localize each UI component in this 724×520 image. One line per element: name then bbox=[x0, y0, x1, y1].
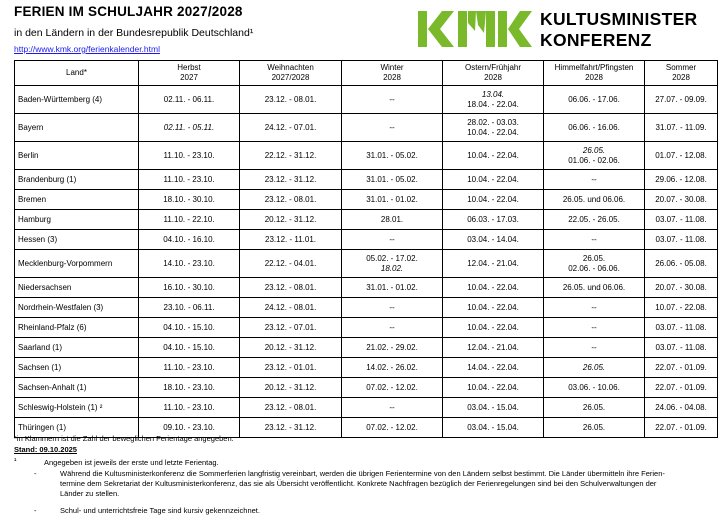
cell-ostern bbox=[443, 86, 544, 114]
cell-pfingsten bbox=[544, 170, 645, 190]
cell-line: 26.05. bbox=[582, 145, 606, 155]
cell-line: 10.04. - 22.04. bbox=[467, 302, 519, 312]
table-row bbox=[15, 190, 718, 210]
cell-ostern bbox=[443, 190, 544, 210]
column-header-line: 2027 bbox=[180, 73, 198, 82]
table-row bbox=[15, 170, 718, 190]
cell-herbst: 18.10. - 23.10. bbox=[139, 378, 240, 398]
column-header-line: Weihnachten bbox=[267, 63, 314, 72]
footnote-bullet-1 bbox=[60, 469, 720, 499]
cell-herbst: 11.10. - 23.10. bbox=[139, 142, 240, 170]
cell-land: Brandenburg (1) bbox=[15, 170, 139, 190]
cell-sommer: 29.06. - 12.08. bbox=[645, 170, 718, 190]
cell-pfingsten bbox=[544, 210, 645, 230]
page-title: FERIEN IM SCHULJAHR 2027/2028 bbox=[14, 4, 243, 19]
cell-line: -- bbox=[591, 234, 597, 244]
cell-line: 18.02. bbox=[380, 263, 404, 273]
cell-winter bbox=[342, 298, 443, 318]
ferienkalender-link[interactable]: http://www.kmk.org/ferienkalender.html bbox=[14, 44, 160, 54]
cell-ostern bbox=[443, 378, 544, 398]
stand-date: Stand: 09.10.2025 bbox=[14, 445, 77, 454]
cell-land: Schleswig-Holstein (1) ² bbox=[15, 398, 139, 418]
cell-sommer: 22.07. - 01.09. bbox=[645, 378, 718, 398]
cell-herbst: 04.10. - 15.10. bbox=[139, 318, 240, 338]
footnote-star: *in Klammern ist die Zahl der beweglichen Ferientage angegeben. bbox=[14, 434, 234, 443]
table-row bbox=[15, 378, 718, 398]
cell-line: 10.04. - 22.04. bbox=[467, 127, 519, 137]
cell-line: -- bbox=[389, 402, 395, 412]
column-header bbox=[15, 61, 139, 86]
cell-line: 31.01. - 05.02. bbox=[366, 174, 418, 184]
cell-winter bbox=[342, 378, 443, 398]
cell-winter bbox=[342, 190, 443, 210]
cell-weihnachten: 23.12. - 31.12. bbox=[240, 418, 342, 438]
cell-herbst: 04.10. - 16.10. bbox=[139, 230, 240, 250]
cell-ostern bbox=[443, 298, 544, 318]
cell-herbst: 09.10. - 23.10. bbox=[139, 418, 240, 438]
column-header-line: Land* bbox=[66, 68, 87, 77]
column-header bbox=[139, 61, 240, 86]
cell-pfingsten bbox=[544, 86, 645, 114]
cell-line: 01.06. - 02.06. bbox=[568, 155, 620, 165]
cell-herbst: 02.11. - 05.11. bbox=[139, 114, 240, 142]
cell-sommer: 24.06. - 04.08. bbox=[645, 398, 718, 418]
cell-line: 12.04. - 21.04. bbox=[467, 258, 519, 268]
cell-weihnachten: 24.12. - 07.01. bbox=[240, 114, 342, 142]
table-row bbox=[15, 298, 718, 318]
footnote-1-mark: ¹ bbox=[14, 456, 17, 465]
cell-ostern bbox=[443, 418, 544, 438]
cell-herbst: 18.10. - 30.10. bbox=[139, 190, 240, 210]
cell-weihnachten: 22.12. - 31.12. bbox=[240, 142, 342, 170]
logo-line-1: KULTUSMINISTER bbox=[540, 9, 698, 29]
cell-pfingsten bbox=[544, 378, 645, 398]
cell-line: 06.03. - 17.03. bbox=[467, 214, 519, 224]
logo-wordmark bbox=[540, 9, 697, 51]
cell-line: 07.02. - 12.02. bbox=[366, 382, 418, 392]
cell-line: 31.01. - 01.02. bbox=[366, 194, 418, 204]
cell-pfingsten bbox=[544, 250, 645, 278]
cell-line: -- bbox=[389, 302, 395, 312]
cell-weihnachten: 20.12. - 31.12. bbox=[240, 378, 342, 398]
cell-ostern bbox=[443, 278, 544, 298]
cell-line: 10.04. - 22.04. bbox=[467, 194, 519, 204]
cell-weihnachten: 23.12. - 01.01. bbox=[240, 358, 342, 378]
cell-pfingsten bbox=[544, 398, 645, 418]
cell-winter bbox=[342, 86, 443, 114]
cell-line: 10.04. - 22.04. bbox=[467, 174, 519, 184]
cell-weihnachten: 23.12. - 11.01. bbox=[240, 230, 342, 250]
column-header bbox=[342, 61, 443, 86]
cell-winter bbox=[342, 250, 443, 278]
cell-land: Thüringen (1) bbox=[15, 418, 139, 438]
cell-pfingsten bbox=[544, 338, 645, 358]
column-header-line: Himmelfahrt/Pfingsten bbox=[554, 63, 634, 72]
kmk-logo-icon bbox=[418, 11, 532, 47]
cell-herbst: 16.10. - 30.10. bbox=[139, 278, 240, 298]
column-header-line: 2028 bbox=[585, 73, 603, 82]
cell-land: Berlin bbox=[15, 142, 139, 170]
cell-weihnachten: 20.12. - 31.12. bbox=[240, 338, 342, 358]
cell-line: 28.01. bbox=[380, 214, 404, 224]
cell-winter bbox=[342, 278, 443, 298]
table-row bbox=[15, 230, 718, 250]
cell-herbst: 23.10. - 06.11. bbox=[139, 298, 240, 318]
column-header bbox=[240, 61, 342, 86]
table-row bbox=[15, 398, 718, 418]
cell-pfingsten bbox=[544, 278, 645, 298]
cell-ostern bbox=[443, 210, 544, 230]
holiday-table bbox=[14, 60, 718, 438]
cell-weihnachten: 23.12. - 08.01. bbox=[240, 278, 342, 298]
cell-winter bbox=[342, 418, 443, 438]
bullet-2-dash: - bbox=[34, 506, 37, 515]
cell-line: 22.05. - 26.05. bbox=[568, 214, 620, 224]
cell-herbst: 11.10. - 23.10. bbox=[139, 358, 240, 378]
column-header bbox=[544, 61, 645, 86]
cell-land: Saarland (1) bbox=[15, 338, 139, 358]
cell-pfingsten bbox=[544, 114, 645, 142]
column-header-line: 2028 bbox=[672, 73, 690, 82]
cell-sommer: 03.07. - 11.08. bbox=[645, 318, 718, 338]
logo-line-2: KONFERENZ bbox=[540, 30, 652, 50]
cell-line: 10.04. - 22.04. bbox=[467, 150, 519, 160]
table-row bbox=[15, 358, 718, 378]
cell-line: -- bbox=[591, 174, 597, 184]
table-row bbox=[15, 318, 718, 338]
table-row bbox=[15, 114, 718, 142]
cell-winter bbox=[342, 142, 443, 170]
cell-line: 28.02. - 03.03. bbox=[467, 117, 519, 127]
cell-line: 26.05. bbox=[582, 402, 606, 412]
table-row bbox=[15, 278, 718, 298]
cell-land: Mecklenburg-Vorpommern bbox=[15, 250, 139, 278]
cell-winter bbox=[342, 114, 443, 142]
cell-line: -- bbox=[389, 94, 395, 104]
cell-line: 07.02. - 12.02. bbox=[366, 422, 418, 432]
cell-winter bbox=[342, 170, 443, 190]
cell-line: 06.06. - 17.06. bbox=[568, 94, 620, 104]
cell-line: 13.04. bbox=[481, 89, 505, 99]
column-header-line: Winter bbox=[380, 63, 404, 72]
cell-line: 03.04. - 14.04. bbox=[467, 234, 519, 244]
cell-line: 03.06. - 10.06. bbox=[568, 382, 620, 392]
column-header-line: 2028 bbox=[383, 73, 401, 82]
cell-line: -- bbox=[591, 342, 597, 352]
cell-line: 02.06. - 06.06. bbox=[568, 263, 620, 273]
cell-pfingsten bbox=[544, 298, 645, 318]
table-row bbox=[15, 142, 718, 170]
cell-sommer: 01.07. - 12.08. bbox=[645, 142, 718, 170]
page-subtitle: in den Ländern in der Bundesrepublik Deutschland¹ bbox=[14, 27, 254, 39]
cell-line: 10.04. - 22.04. bbox=[467, 382, 519, 392]
cell-line: 21.02. - 29.02. bbox=[366, 342, 418, 352]
footnote-bullet-2: Schul- und unterrichtsfreie Tage sind kursiv gekennzeichnet. bbox=[60, 506, 260, 515]
cell-weihnachten: 23.12. - 31.12. bbox=[240, 170, 342, 190]
cell-pfingsten bbox=[544, 418, 645, 438]
cell-land: Sachsen-Anhalt (1) bbox=[15, 378, 139, 398]
cell-line: 18.04. - 22.04. bbox=[467, 99, 519, 109]
cell-line: 12.04. - 21.04. bbox=[467, 342, 519, 352]
cell-line: 10.04. - 22.04. bbox=[467, 322, 519, 332]
cell-sommer: 03.07. - 11.08. bbox=[645, 230, 718, 250]
table-row bbox=[15, 250, 718, 278]
cell-sommer: 10.07. - 22.08. bbox=[645, 298, 718, 318]
cell-line: 14.02. - 26.02. bbox=[366, 362, 418, 372]
cell-land: Hessen (3) bbox=[15, 230, 139, 250]
cell-winter bbox=[342, 210, 443, 230]
cell-line: 03.04. - 15.04. bbox=[467, 422, 519, 432]
cell-line: -- bbox=[591, 322, 597, 332]
cell-line: -- bbox=[389, 122, 395, 132]
table-row bbox=[15, 210, 718, 230]
footnote-bullet-1-line-2: termine dem Sekretariat der Kultusministerkonferenz, das sie als Übersicht veröffentlicht. Konkrete Nachfragen bezüglich der Ferienregelungen sind bei den Schulverwaltungen der bbox=[60, 479, 657, 488]
cell-land: Baden-Württemberg (4) bbox=[15, 86, 139, 114]
cell-land: Rheinland-Pfalz (6) bbox=[15, 318, 139, 338]
footnote-bullet-1-line-3: Länder zu stellen. bbox=[60, 489, 120, 498]
cell-sommer: 26.06. - 05.08. bbox=[645, 250, 718, 278]
cell-herbst: 11.10. - 23.10. bbox=[139, 398, 240, 418]
column-header bbox=[443, 61, 544, 86]
cell-weihnachten: 24.12. - 08.01. bbox=[240, 298, 342, 318]
cell-line: -- bbox=[389, 234, 395, 244]
cell-ostern bbox=[443, 250, 544, 278]
cell-winter bbox=[342, 398, 443, 418]
cell-ostern bbox=[443, 318, 544, 338]
cell-winter bbox=[342, 230, 443, 250]
cell-line: 31.01. - 01.02. bbox=[366, 282, 418, 292]
cell-herbst: 11.10. - 22.10. bbox=[139, 210, 240, 230]
column-header-line: 2028 bbox=[484, 73, 502, 82]
cell-land: Bremen bbox=[15, 190, 139, 210]
cell-herbst: 11.10. - 23.10. bbox=[139, 170, 240, 190]
cell-weihnachten: 23.12. - 08.01. bbox=[240, 398, 342, 418]
cell-line: 26.05. und 06.06. bbox=[562, 282, 626, 292]
cell-weihnachten: 23.12. - 07.01. bbox=[240, 318, 342, 338]
cell-land: Bayern bbox=[15, 114, 139, 142]
footnote-1-text: Angegeben ist jeweils der erste und letzte Ferientag. bbox=[44, 458, 219, 467]
column-header bbox=[645, 61, 718, 86]
table-row bbox=[15, 86, 718, 114]
cell-sommer: 31.07. - 11.09. bbox=[645, 114, 718, 142]
cell-land: Nordrhein-Westfalen (3) bbox=[15, 298, 139, 318]
column-header-line: Herbst bbox=[177, 63, 201, 72]
cell-weihnachten: 20.12. - 31.12. bbox=[240, 210, 342, 230]
cell-sommer: 22.07. - 01.09. bbox=[645, 418, 718, 438]
cell-land: Hamburg bbox=[15, 210, 139, 230]
cell-weihnachten: 23.12. - 08.01. bbox=[240, 190, 342, 210]
cell-land: Niedersachsen bbox=[15, 278, 139, 298]
cell-line: 05.02. - 17.02. bbox=[366, 253, 418, 263]
cell-sommer: 20.07. - 30.08. bbox=[645, 278, 718, 298]
cell-winter bbox=[342, 318, 443, 338]
cell-line: 03.04. - 15.04. bbox=[467, 402, 519, 412]
cell-herbst: 02.11. - 06.11. bbox=[139, 86, 240, 114]
cell-sommer: 20.07. - 30.08. bbox=[645, 190, 718, 210]
cell-ostern bbox=[443, 358, 544, 378]
cell-pfingsten bbox=[544, 318, 645, 338]
cell-line: 10.04. - 22.04. bbox=[467, 282, 519, 292]
footnote-bullet-1-line-1: Während die Kultusministerkonferenz die Sommerferien langfristig vereinbart, werden die übrigen Ferientermine von den Ländern selbst bestimmt. Die Länder übermitteln ihre Ferien- bbox=[60, 469, 665, 478]
cell-ostern bbox=[443, 230, 544, 250]
cell-weihnachten: 22.12. - 04.01. bbox=[240, 250, 342, 278]
cell-pfingsten bbox=[544, 142, 645, 170]
table-row bbox=[15, 338, 718, 358]
cell-pfingsten bbox=[544, 190, 645, 210]
cell-land: Sachsen (1) bbox=[15, 358, 139, 378]
cell-winter bbox=[342, 358, 443, 378]
cell-herbst: 14.10. - 23.10. bbox=[139, 250, 240, 278]
cell-ostern bbox=[443, 398, 544, 418]
cell-ostern bbox=[443, 338, 544, 358]
cell-sommer: 03.07. - 11.08. bbox=[645, 338, 718, 358]
cell-sommer: 03.07. - 11.08. bbox=[645, 210, 718, 230]
cell-line: 26.05. bbox=[582, 362, 606, 372]
bullet-1-dash: - bbox=[34, 469, 37, 478]
cell-ostern bbox=[443, 114, 544, 142]
header-row bbox=[15, 61, 718, 86]
cell-ostern bbox=[443, 142, 544, 170]
cell-sommer: 27.07. - 09.09. bbox=[645, 86, 718, 114]
cell-pfingsten bbox=[544, 358, 645, 378]
cell-winter bbox=[342, 338, 443, 358]
cell-line: 26.05. bbox=[582, 253, 606, 263]
cell-pfingsten bbox=[544, 230, 645, 250]
cell-herbst: 04.10. - 15.10. bbox=[139, 338, 240, 358]
cell-line: 26.05. und 06.06. bbox=[562, 194, 626, 204]
cell-line: 26.05. bbox=[582, 422, 606, 432]
cell-weihnachten: 23.12. - 08.01. bbox=[240, 86, 342, 114]
cell-ostern bbox=[443, 170, 544, 190]
column-header-line: 2027/2028 bbox=[271, 73, 310, 82]
column-header-line: Sommer bbox=[665, 63, 697, 72]
cell-line: -- bbox=[389, 322, 395, 332]
cell-line: 31.01. - 05.02. bbox=[366, 150, 418, 160]
cell-line: -- bbox=[591, 302, 597, 312]
column-header-line: Ostern/Frühjahr bbox=[464, 63, 522, 72]
cell-line: 14.04. - 22.04. bbox=[467, 362, 519, 372]
cell-line: 06.06. - 16.06. bbox=[568, 122, 620, 132]
cell-sommer: 22.07. - 01.09. bbox=[645, 358, 718, 378]
